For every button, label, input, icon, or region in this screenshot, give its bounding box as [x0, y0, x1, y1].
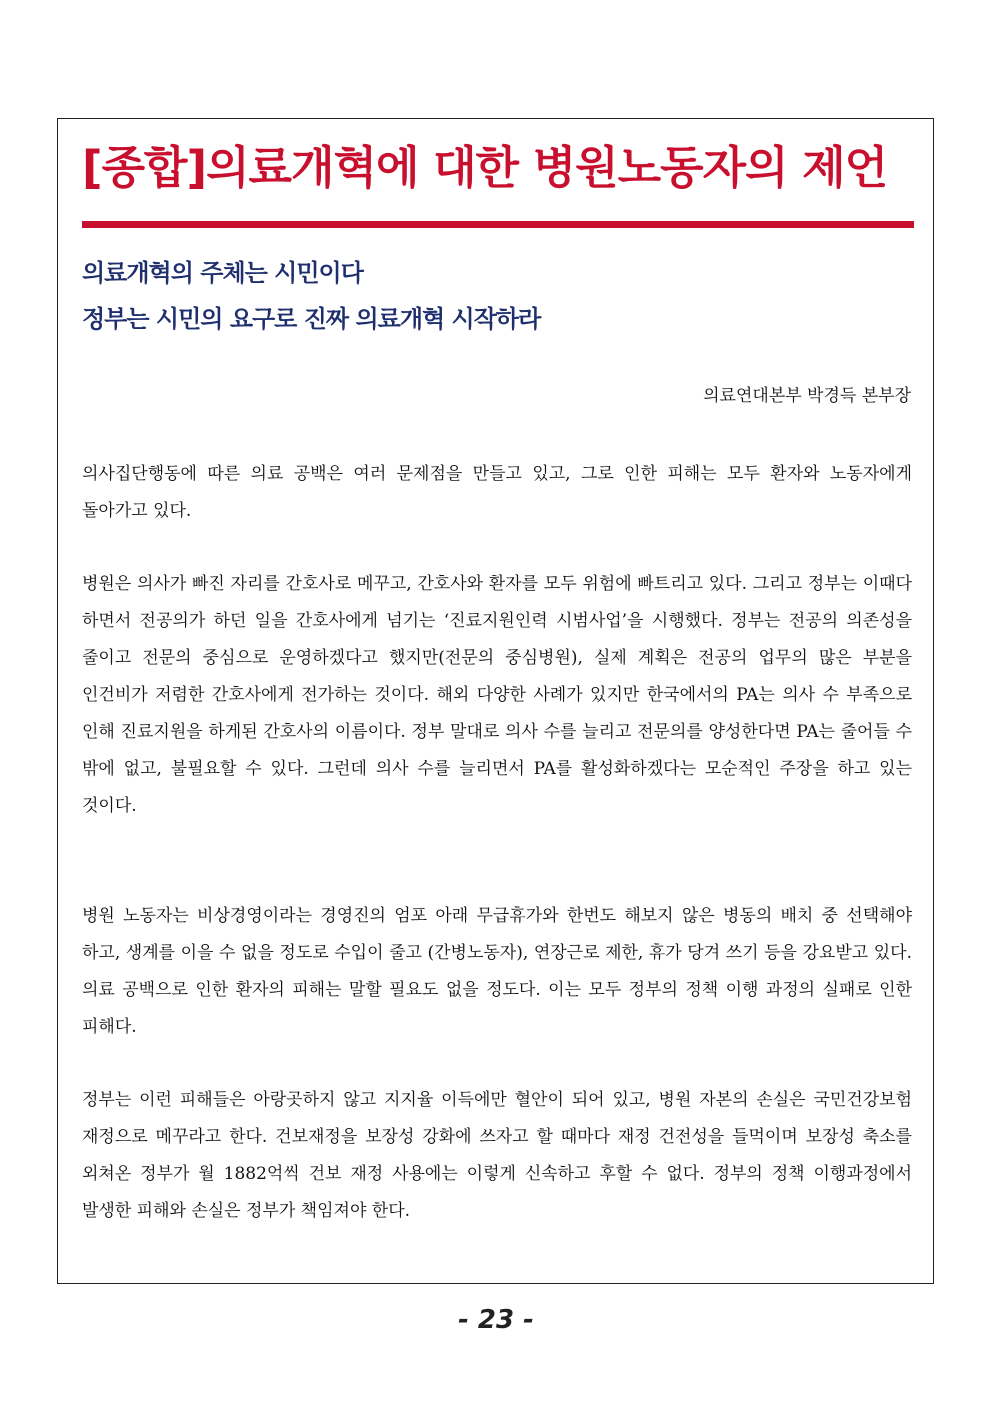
- body-paragraph-1: 의사집단행동에 따른 의료 공백은 여러 문제점을 만들고 있고, 그로 인한 피해는 모두 환자와 노동자에게 돌아가고 있다.: [82, 464, 912, 521]
- author-byline: 의료연대본부 박경득 본부장: [703, 386, 911, 406]
- body-paragraph-3: 병원 노동자는 비상경영이라는 경영진의 엄포 아래 무급휴가와 한번도 해보지 않은 병동의 배치 중 선택해야 하고, 생계를 이을 수 없을 정도로 수입이 줄고 (간병노동자), 연장근로 제한, 휴가 당겨 쓰기 등을 강요받고 있다. 의료 공백으로 인한 환자의 피해는 말할 필요도 없을 정도다. 이는 모두 정부의 정책 이행 과정의 실패로 인한 피해다.: [82, 906, 912, 1037]
- subtitle-line-1: 의료개혁의 주체는 시민이다: [82, 259, 363, 287]
- title-divider: [82, 221, 914, 228]
- body-paragraph-4: 정부는 이런 피해들은 아랑곳하지 않고 지지율 이득에만 혈안이 되어 있고, 병원 자본의 손실은 국민건강보험 재정으로 메꾸라고 한다. 건보재정을 보장성 강화에 쓰자고 할 때마다 재정 건전성을 들먹이며 보장성 축소를 외쳐온 정부가 월 1882억씩 건보 재정 사용에는 이렇게 신속하고 후할 수 없다. 정부의 정책 이행과정에서 발생한 피해와 손실은 정부가 책임져야 한다.: [82, 1090, 912, 1221]
- body-paragraph-2: 병원은 의사가 빠진 자리를 간호사로 메꾸고, 간호사와 환자를 모두 위험에 빠트리고 있다. 그리고 정부는 이때다 하면서 전공의가 하던 일을 간호사에게 넘기는 ‘진료지원인력 시범사업’을 시행했다. 정부는 전공의 의존성을 줄이고 전문의 중심으로 운영하겠다고 했지만(전문의 중심병원), 실제 계획은 전공의 업무의 많은 부분을 인건비가 저렴한 간호사에게 전가하는 것이다. 해외 다양한 사례가 있지만 한국에서의 PA는 의사 수 부족으로 인해 진료지원을 하게된 간호사의 이름이다. 정부 말대로 의사 수를 늘리고 전문의를 양성한다면 PA는 줄어들 수 밖에 없고, 불필요할 수 있다. 그런데 의사 수를 늘리면서 PA를 활성화하겠다는 모순적인 주장을 하고 있는 것이다.: [82, 574, 912, 816]
- article-title: [종합]의료개혁에 대한 병원노동자의 제언: [82, 141, 888, 194]
- page-number: - 23 -: [458, 1305, 534, 1335]
- subtitle-line-2: 정부는 시민의 요구로 진짜 의료개혁 시작하라: [82, 305, 541, 333]
- article-frame: [57, 118, 934, 1284]
